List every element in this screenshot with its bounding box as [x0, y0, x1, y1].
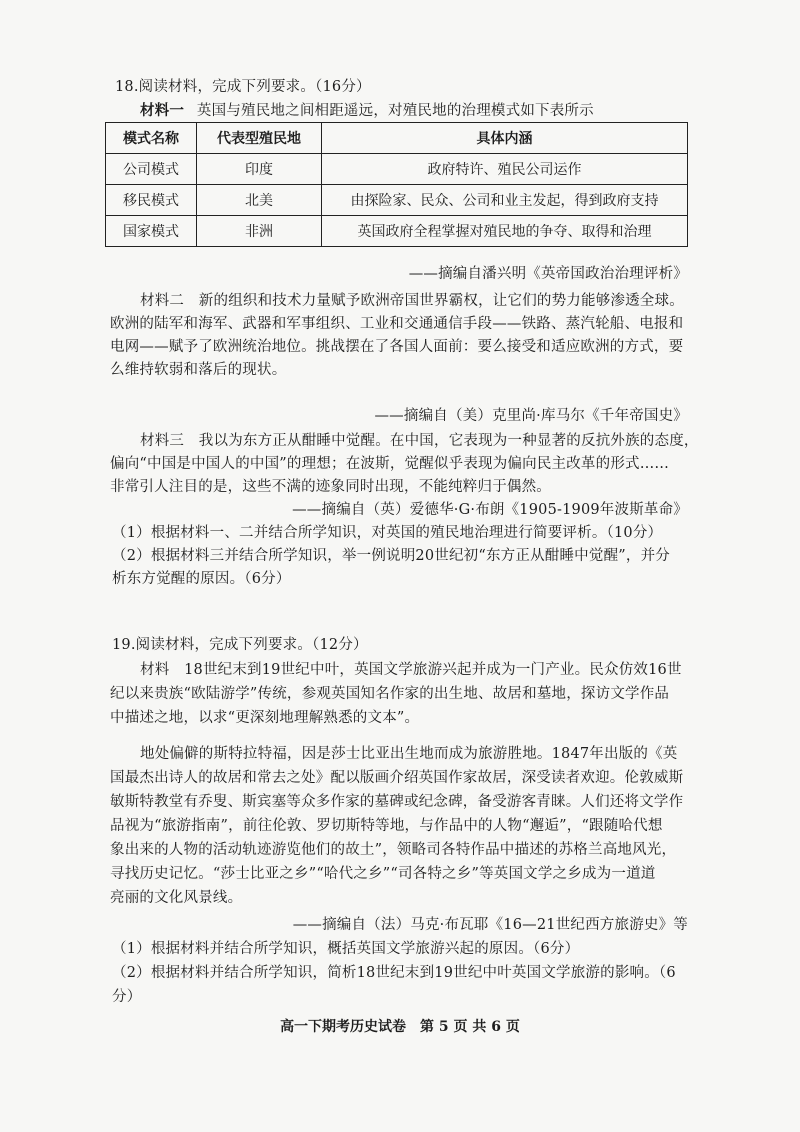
q19-line: 纪以来贵族“欧陆游学”传统，参观英国知名作家的出生地、故居和墓地，探访文学作品	[110, 686, 670, 702]
material3-line: 偏向“中国是中国人的中国”的理想；在波斯，觉醒似乎表现为偏向民主改革的形式……	[110, 456, 670, 472]
q18-title: 18.阅读材料，完成下列要求。（16分）	[115, 79, 371, 95]
table-row	[106, 154, 688, 185]
q19-question: 分）	[112, 989, 142, 1005]
material2-source: ——摘编自（美）克里尚·库马尔《千年帝国史》	[374, 408, 688, 424]
material3-line: 材料三 我以为东方正从酣睡中觉醒。在中国，它表现为一种显著的反抗外族的态度，	[140, 433, 699, 449]
q19-line: 象出来的人物的活动轨迹游览他们的故土”，领略司各特作品中描述的苏格兰高地风光，	[110, 842, 677, 858]
table-cell: 政府特许、殖民公司运作	[322, 154, 688, 185]
governance-model-table	[105, 122, 688, 247]
material3-source: ——摘编自（英）爱德华·G·布朗《1905-1909年波斯革命》	[292, 502, 688, 518]
q19-title: 19.阅读材料，完成下列要求。（12分）	[112, 637, 368, 653]
table-cell: 英国政府全程掌握对殖民地的争夺、取得和治理	[322, 216, 688, 247]
page-footer: 高一下期考历史试卷 第 5 页 共 6 页	[280, 1019, 520, 1035]
table-cell: 由探险家、民众、公司和业主发起，得到政府支持	[322, 185, 688, 216]
table-cell: 北美	[197, 185, 322, 216]
table-header: 具体内涵	[322, 123, 688, 154]
material1-source: ——摘编自潘兴明《英帝国政治治理评析》	[408, 266, 688, 282]
table-row	[106, 216, 688, 247]
material3-line: 非常引人注目的是，这些不满的迹象同时出现，不能纯粹归于偶然。	[110, 479, 551, 495]
q18-question: 析东方觉醒的原因。（6分）	[112, 571, 291, 587]
q19-question: （2）根据材料并结合所学知识，简析18世纪末到19世纪中叶英国文学旅游的影响。（6	[112, 965, 676, 981]
q18-material1-intro	[140, 101, 594, 121]
material2-line: 电网——赋予了欧洲统治地位。挑战摆在了各国人面前：要么接受和适应欧洲的方式，要	[110, 339, 684, 355]
q19-question: （1）根据材料并结合所学知识，概括英国文学旅游兴起的原因。（6分）	[112, 941, 580, 957]
q19-line: 地处偏僻的斯特拉特福，因是莎士比亚出生地而成为旅游胜地。1847年出版的《英	[140, 746, 678, 762]
table-cell: 公司模式	[106, 154, 197, 185]
q19-line: 中描述之地，以求“更深刻地理解熟悉的文本”。	[110, 710, 420, 726]
q19-line: 敏斯特教堂有乔叟、斯宾塞等众多作家的墓碑或纪念碑，备受游客青睐。人们还将文学作	[110, 794, 684, 810]
q19-line: 国最杰出诗人的故居和常去之处》配以版画介绍英国作家故居，深受读者欢迎。伦敦威斯	[110, 770, 684, 786]
table-header-row	[106, 123, 688, 154]
material1-text: 英国与殖民地之间相距遥远，对殖民地的治理模式如下表所示	[196, 103, 594, 119]
q19-line: 寻找历史记忆。“莎士比亚之乡”“哈代之乡”“司各特之乡”等英国文学之乡成为一道道	[110, 866, 656, 882]
q18-question: （2）根据材料三并结合所学知识，举一例说明20世纪初“东方正从酣睡中觉醒”，并分	[112, 548, 670, 564]
q19-source: ——摘编自（法）马克·布瓦耶《16—21世纪西方旅游史》等	[292, 917, 688, 933]
table-cell: 国家模式	[106, 216, 197, 247]
table-cell: 移民模式	[106, 185, 197, 216]
table-header: 代表型殖民地	[197, 123, 322, 154]
q19-line: 亮丽的文化风景线。	[110, 890, 243, 906]
table-cell: 印度	[197, 154, 322, 185]
table-row	[106, 185, 688, 216]
table-header: 模式名称	[106, 123, 197, 154]
material2-line: 么维持软弱和落后的现状。	[110, 362, 287, 378]
material2-line: 欧洲的陆军和海军、武器和军事组织、工业和交通通信手段——铁路、蒸汽轮船、电报和	[110, 316, 684, 332]
material1-label: 材料一	[140, 102, 185, 119]
table-cell: 非洲	[197, 216, 322, 247]
q19-line: 材料 18世纪末到19世纪中叶，英国文学旅游兴起并成为一门产业。民众仿效16世	[140, 662, 682, 678]
material2-line: 材料二 新的组织和技术力量赋予欧洲帝国世界霸权，让它们的势力能够渗透全球。	[140, 293, 684, 309]
q19-line: 品视为“旅游指南”，前往伦敦、罗切斯特等地，与作品中的人物“邂逅”，“跟随哈代想	[110, 818, 663, 834]
q18-question: （1）根据材料一、二并结合所学知识，对英国的殖民地治理进行简要评析。（10分）	[112, 525, 663, 541]
